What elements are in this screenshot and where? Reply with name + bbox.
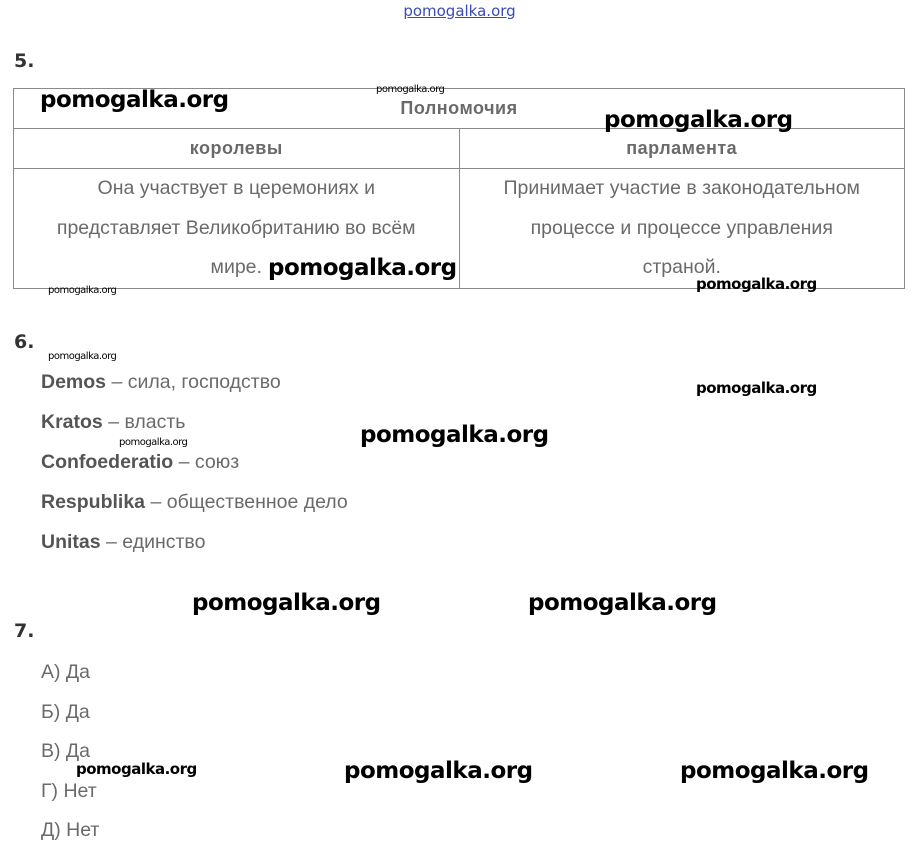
section-number-7: 7.	[14, 620, 35, 642]
parliament-powers-line: страной.	[642, 256, 721, 278]
watermark: pomogalka.org	[119, 437, 188, 448]
list-item	[41, 448, 348, 488]
parliament-powers-line: Принимает участие в законодательном	[503, 177, 860, 199]
watermark: pomogalka.org	[48, 285, 117, 296]
watermark: pomogalka.org	[192, 590, 381, 616]
term-word: Respublika	[41, 491, 146, 513]
parliament-powers-cell	[459, 169, 905, 289]
watermark: pomogalka.org	[40, 87, 229, 113]
term-meaning: – союз	[173, 451, 240, 473]
section-number-5: 5.	[14, 50, 35, 72]
queen-powers-line: Она участвует в церемониях и	[97, 177, 375, 199]
term-meaning: – единство	[100, 531, 206, 553]
answer-item: А) Да	[41, 661, 90, 683]
list-item	[41, 368, 348, 408]
column-header-queen: королевы	[14, 129, 460, 169]
term-meaning: – сила, господство	[106, 371, 281, 393]
watermark: pomogalka.org	[696, 275, 817, 293]
watermark: pomogalka.org	[528, 590, 717, 616]
term-word: Kratos	[41, 411, 103, 433]
queen-powers-line: представляет Великобританию во всём	[56, 216, 416, 239]
term-word: Demos	[41, 371, 107, 393]
watermark: pomogalka.org	[680, 758, 869, 784]
list-item	[41, 408, 348, 448]
term-word: Confoederatio	[41, 451, 174, 473]
watermark: pomogalka.org	[344, 758, 533, 784]
watermark: pomogalka.org	[696, 379, 817, 397]
watermark: pomogalka.org	[376, 84, 445, 95]
list-item	[41, 528, 348, 568]
watermark: pomogalka.org	[76, 760, 197, 778]
queen-powers-line: мире.	[210, 256, 262, 278]
term-word: Unitas	[41, 531, 101, 553]
parliament-powers-line: процессе и процессе управления	[530, 216, 833, 239]
watermark: pomogalka.org	[48, 351, 117, 362]
site-link[interactable]: pomogalka.org	[403, 2, 516, 20]
answer-item: Д) Нет	[41, 819, 100, 841]
watermark: pomogalka.org	[360, 422, 549, 448]
column-header-parliament: парламента	[459, 129, 905, 169]
table-title: Полномочия	[14, 89, 905, 129]
watermark: pomogalka.org	[604, 107, 793, 133]
term-meaning: – власть	[102, 411, 186, 433]
list-item	[41, 488, 348, 528]
answer-item: В) Да	[41, 740, 90, 762]
answer-item: Б) Да	[41, 700, 90, 723]
watermark: pomogalka.org	[268, 255, 457, 281]
section-number-6: 6.	[14, 331, 35, 353]
terms-list	[41, 368, 348, 568]
answer-item: Г) Нет	[41, 779, 97, 802]
answers-list	[41, 658, 99, 856]
term-meaning: – общественное дело	[145, 491, 348, 513]
